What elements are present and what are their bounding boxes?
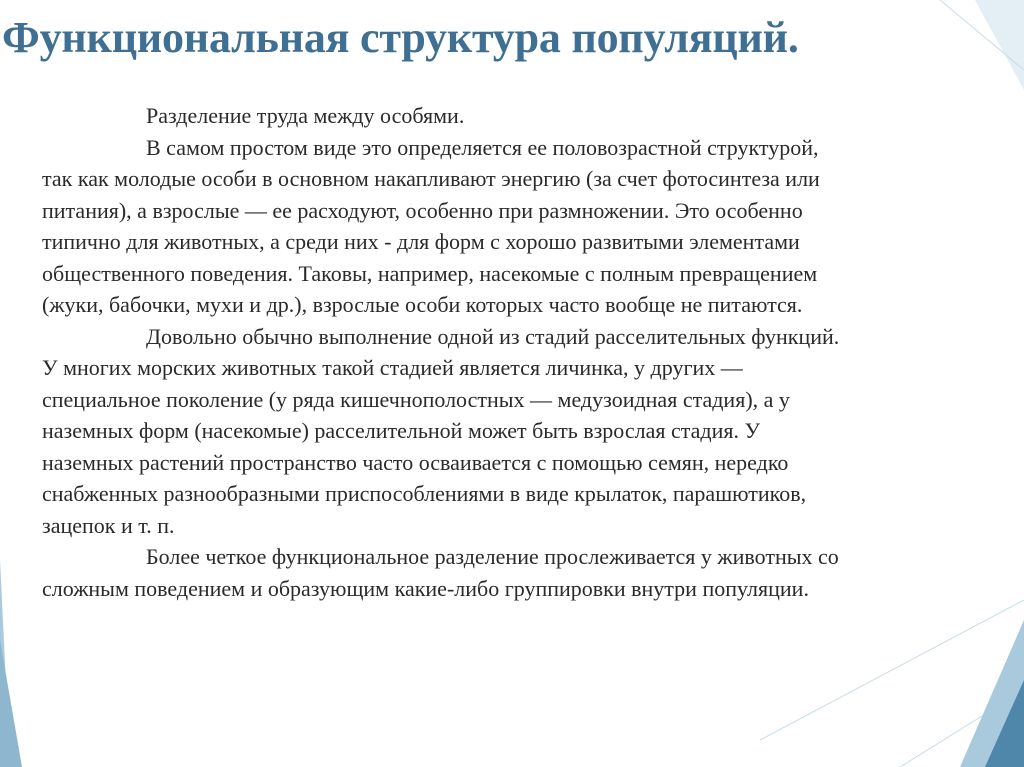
text-line: наземных растений пространство часто осваивается с помощью семян, нередко bbox=[42, 449, 789, 475]
text-line: Более четкое функциональное разделение прослеживается у животных со bbox=[146, 544, 839, 569]
text-line: наземных форм (насекомые) расселительной может быть взрослая стадия. У bbox=[42, 418, 761, 443]
text-line: В самом простом виде это определяется ее половозрастной структурой, bbox=[146, 134, 819, 160]
bottom-right-line-1 bbox=[760, 600, 1024, 740]
text-line: типично для животных, а среди них - для форм с хорошо развитыми элементами bbox=[42, 229, 800, 254]
corner-wedge-top-right bbox=[975, 0, 1024, 90]
bottom-right-wedge-light bbox=[960, 620, 1024, 767]
body-text bbox=[42, 100, 1024, 604]
bottom-right-line-2 bbox=[900, 690, 1024, 767]
corner-arrow-top-right bbox=[998, 0, 1024, 12]
text-line: У многих морских животных такой стадией является личинка, у других — bbox=[42, 355, 743, 380]
text-line: снабженных разнообразными приспособлениями в виде крылаток, парашютиков, bbox=[42, 481, 807, 506]
left-edge-strip bbox=[0, 560, 10, 767]
text-line: зацепок и т. п. bbox=[42, 512, 175, 538]
text-line: сложным поведением и образующим какие-либо группировки внутри популяции. bbox=[42, 575, 809, 601]
text-line: Разделение труда между особями. bbox=[146, 103, 465, 128]
corner-line-top-right bbox=[940, 0, 1024, 70]
bottom-right-wedge-dark bbox=[985, 680, 1024, 767]
text-line: общественного поведения. Таковы, например, насекомые с полным превращением bbox=[42, 260, 818, 286]
text-line: специальное поколение (у ряда кишечнополостных — медузоидная стадия), а у bbox=[42, 386, 790, 412]
left-edge-strip-dark bbox=[0, 640, 22, 767]
page-title: Функциональная структура популяций. bbox=[2, 13, 799, 62]
text-line: питания), а взрослые — ее расходуют, особенно при размножении. Это особенно bbox=[42, 197, 803, 223]
text-line: (жуки, бабочки, мухи и др.), взрослые особи которых часто вообще не питаются. bbox=[42, 292, 803, 317]
text-line: Довольно обычно выполнение одной из стадий расселительных функций. bbox=[146, 323, 840, 349]
text-line: так как молодые особи в основном накапливают энергию (за счет фотосинтеза или bbox=[42, 166, 820, 191]
